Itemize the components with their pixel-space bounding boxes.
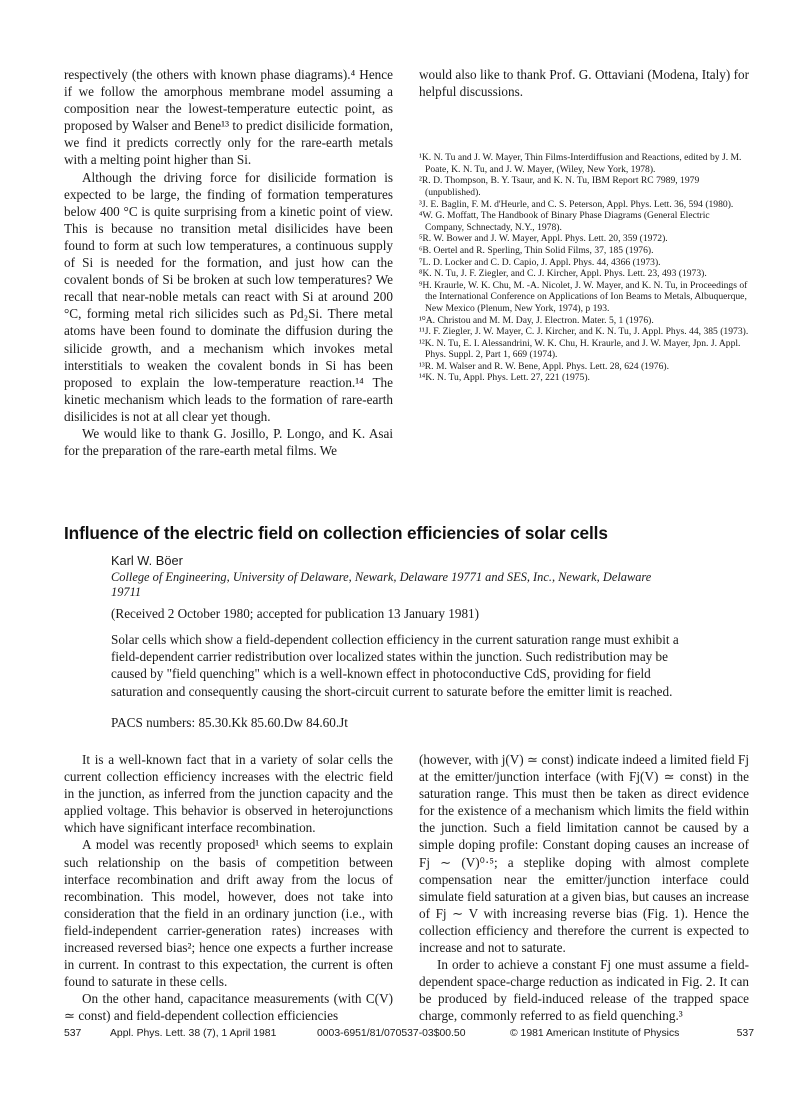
- article-code: 0003-6951/81/070537-03$00.50: [317, 1028, 466, 1039]
- copyright-notice: © 1981 American Institute of Physics: [510, 1028, 680, 1039]
- reference: ⁵R. W. Bower and J. W. Mayer, Appl. Phys. Lett. 20, 359 (1972).: [419, 233, 668, 245]
- article-right-column: [419, 751, 749, 1025]
- paragraph: We would like to thank G. Josillo, P. Longo, and K. Asai for the preparation of the rare-earth metal films. We: [64, 425, 393, 459]
- reference: ¹K. N. Tu and J. W. Mayer, Thin Films-Interdiffusion and Reactions, edited by J. M. Poate, K. N. Tu, and J. W. Mayer, (Wiley, New York, 1978).: [419, 152, 742, 175]
- reference-list: [419, 152, 749, 384]
- previous-article-right-column: [419, 66, 749, 384]
- journal-citation: Appl. Phys. Lett. 38 (7), 1 April 1981: [110, 1028, 277, 1039]
- reference: ¹²K. N. Tu, E. I. Alessandrini, W. K. Chu, H. Kraurle, and J. W. Mayer, Jpn. J. Appl. Phys. Suppl. 2, Part 1, 669 (1974).: [419, 337, 741, 361]
- pacs-numbers: PACS numbers: 85.30.Kk 85.60.Dw 84.60.Jt: [111, 715, 348, 730]
- reference: ⁹H. Kraurle, W. K. Chu, M. -A. Nicolet, J. W. Mayer, and K. N. Tu, in Proceedings of the International Conference on Applications of Ion Beams to Metals, Albuquerque, New Mexico (Plenum, New York, 1974), p 193.: [419, 279, 748, 314]
- paragraph: would also like to thank Prof. G. Ottaviani (Modena, Italy) for helpful discussions.: [419, 67, 749, 100]
- reference: ¹⁰A. Christou and M. M. Day, J. Electron. Mater. 5, 1 (1976).: [419, 314, 654, 326]
- paragraph: On the other hand, capacitance measurements (with C(V) ≃ const) and field-dependent collection efficiencies: [64, 991, 393, 1024]
- received-dates: (Received 2 October 1980; accepted for publication 13 January 1981): [111, 606, 480, 621]
- paragraph: It is a well-known fact that in a variety of solar cells the current collection efficiency increases with the electric field in the junction, as inferred from the junction capacity and the applied voltage. This behavior is observed in heterojunctions which have significant interface recombination.: [64, 752, 393, 836]
- paragraph: A model was recently proposed¹ which seems to explain such relationship on the basis of competition between interface recombination and drift away from the locus of recombination. This model, however, does not take into consideration that the field in an ordinary junction (i.e., with field-independent carrier-generation rates) increases with increased reversed bias²; hence one expects a further increase in current. In contrast to this expectation, the current is often found to saturate in these cells.: [64, 837, 393, 990]
- reference: ⁴W. G. Moffatt, The Handbook of Binary Phase Diagrams (General Electric Company, Schnectady, N.Y., 1978).: [419, 210, 710, 233]
- article-left-column: [64, 751, 393, 1025]
- author-affiliation: College of Engineering, University of Delaware, Newark, Delaware 19771 and SES, Inc., Newark, Delaware 19711: [111, 570, 652, 599]
- reference: ¹⁴K. N. Tu, Appl. Phys. Lett. 27, 221 (1975).: [419, 372, 590, 384]
- article-author: Karl W. Böer: [111, 553, 183, 568]
- page-number-left: 537: [64, 1028, 82, 1039]
- reference: ³J. E. Baglin, F. M. d'Heurle, and C. S. Peterson, Appl. Phys. Lett. 36, 594 (1980).: [419, 198, 734, 210]
- paragraph: In order to achieve a constant Fj one must assume a field-dependent space-charge reduction as indicated in Fig. 2. It can be produced by field-induced release of the trapped space charge, commonly referred to as field quenching.³: [419, 957, 749, 1024]
- reference: ⁶B. Oertel and R. Sperling, Thin Solid Films, 37, 185 (1976).: [419, 244, 654, 256]
- page-number-right: 537: [736, 1028, 754, 1039]
- previous-article-left-column: [64, 66, 393, 459]
- page-footer: [64, 1028, 754, 1044]
- paragraph: Although the driving force for disilicide formation is expected to be large, the finding of formation temperatures below 400 °C is quite surprising from a kinetic point of view. This is because no transition metal disilicides have been found to form at such low temperatures, a continuous supply of Si is needed for the formation, and just how can the covalent bonds of Si be broken at such low temperatures? We recall that near-noble metals can react with Si at around 200 °C, forming metal rich silicides such as Pd₂Si. There metal atoms have been found to dominate the diffusion during the silicide growth, and a mechanism which invokes metal interstitials to weaken the covalent bonds in Si has been proposed to explain the low-temperature reaction.¹⁴ The kinetic mechanism which leads to the formation of rare-earth disilicides is not at all clear yet though.: [64, 169, 393, 424]
- reference: ¹³R. M. Walser and R. W. Bene, Appl. Phys. Lett. 28, 624 (1976).: [419, 360, 669, 372]
- reference: ⁷L. D. Locker and C. D. Capio, J. Appl. Phys. 44, 4366 (1973).: [419, 256, 661, 268]
- article-title: Influence of the electric field on collection efficiencies of solar cells: [64, 523, 608, 543]
- reference: ²R. D. Thompson, B. Y. Tsaur, and K. N. Tu, IBM Report RC 7989, 1979 (unpublished).: [419, 175, 700, 198]
- reference: ¹¹J. F. Ziegler, J. W. Mayer, C. J. Kircher, and K. N. Tu, J. Appl. Phys. 44, 385 (1973).: [419, 326, 749, 338]
- reference: ⁸K. N. Tu, J. F. Ziegler, and C. J. Kircher, Appl. Phys. Lett. 23, 493 (1973).: [419, 268, 707, 280]
- paragraph: respectively (the others with known phase diagrams).⁴ Hence if we follow the amorphous membrane model assuming a composition near the lowest-temperature eutectic point, as proposed by Walser and Bene¹³ to predict disilicide formation, we find it predicts correctly only for the rare-earth metals with a melting point higher than Si.: [64, 67, 393, 168]
- paragraph: (however, with j(V) ≃ const) indicate indeed a limited field Fj at the emitter/junction interface (with Fj(V) ≃ const) in the saturation range. This must then be taken as direct evidence for the existence of a mechanism which limits the field within the junction. Such a field limitation cannot be caused by a simple doping profile: Constant doping causes an increase of Fj ∼ (V)⁰·⁵; a steplike doping with almost complete compensation near the emitter/junction interface could simulate field saturation at a given bias, but causes an increase of Fj ∼ V with increasing reverse bias (Fig. 1). Hence the collection efficiency and therefore the current is expected to increase and not to saturate.: [419, 752, 749, 956]
- abstract: Solar cells which show a field-dependent collection efficiency in the current saturation range must exhibit a field-dependent carrier redistribution over localized states within the junction. Such redistribution may be caused by "field quenching" which is a well-known effect in photoconductive CdS, providing for field saturation and consequently causing the short-circuit current to saturate before the emitter limit is reached.: [111, 632, 679, 699]
